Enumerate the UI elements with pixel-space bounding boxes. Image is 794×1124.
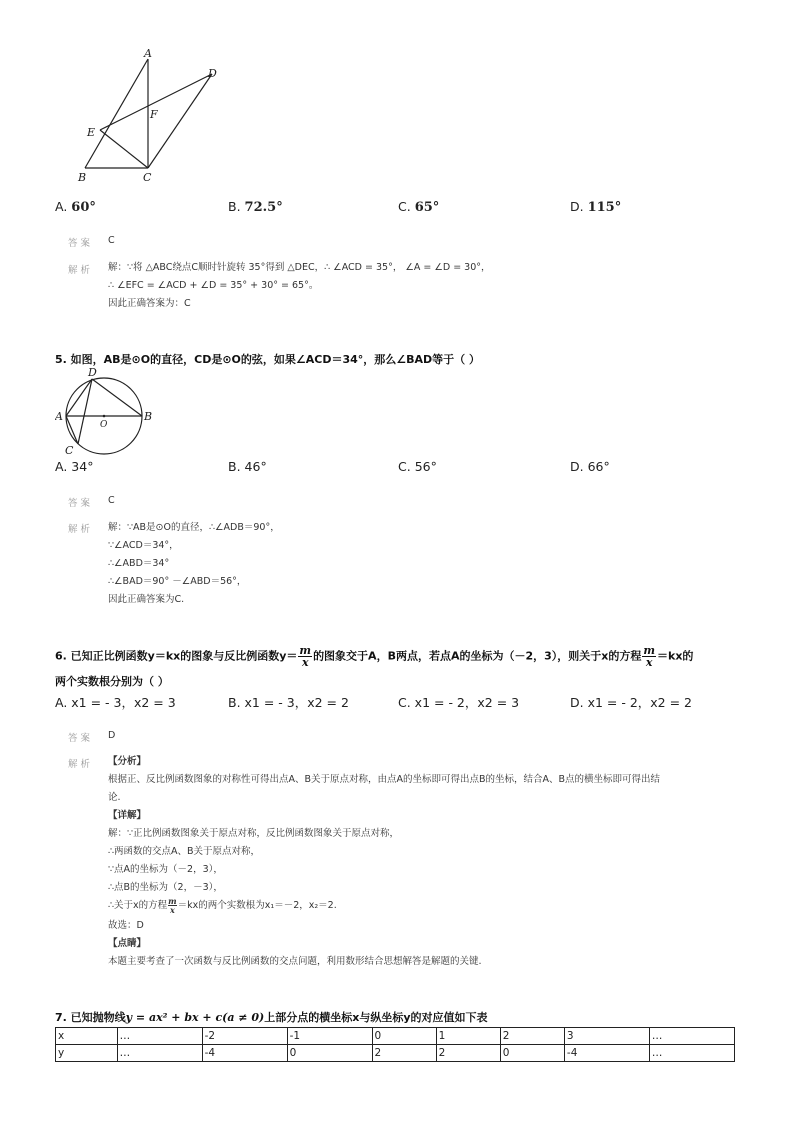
q4-answer-label: 答案	[68, 238, 94, 249]
q5-analysis-label: 解析	[68, 524, 94, 535]
q5-answer-label: 答案	[68, 498, 94, 509]
q4-option-b[interactable]: B. 72.5°	[228, 199, 283, 215]
q5-option-a[interactable]: A. 34°	[55, 459, 94, 474]
label-d: D	[88, 366, 97, 379]
q7-formula: y = ax² + bx + c(a ≠ 0)	[125, 1011, 265, 1024]
q6-analysis-line-1: 根据正、反比例函数图象的对称性可得出点A、B关于原点对称，由点A的坐标即可得出点B的坐标，结合A、B点的横坐标即可得出结	[108, 774, 661, 785]
fraction-m-over-x: $\frac{m}{x}$	[299, 644, 312, 669]
table-cell: 0	[287, 1045, 372, 1062]
q6-option-c[interactable]: C. x1 = - 2，x2 = 3	[398, 695, 520, 710]
q6-question-line-2: 两个实数根分别为（ ）	[55, 675, 169, 688]
table-cell: 2	[436, 1045, 500, 1062]
q4-solution-line-1: 解：∵将 △ABC绕点C顺时针旋转 35°得到 △DEC，∴ ∠ACD = 35°， ∠A = ∠D = 30°，	[108, 262, 491, 273]
q6-option-a[interactable]: A. x1 = - 3，x2 = 3	[55, 695, 176, 710]
q4-solution-line-3: 因此正确答案为：C	[108, 298, 191, 309]
q6-answer-label: 答案	[68, 733, 94, 744]
q6-detail-line-1: 解：∵正比例函数图象关于原点对称，反比例函数图象关于原点对称，	[108, 828, 400, 839]
table-cell: -4	[202, 1045, 287, 1062]
q6-detail-roots-line: ∴关于x的方程 $\frac{m}{x}$ ＝kx的两个实数根为x₁＝－2，x₂＝2.	[108, 896, 337, 915]
q6-option-b[interactable]: B. x1 = - 3，x2 = 2	[228, 695, 349, 710]
label-b: B	[144, 410, 153, 423]
line-ec	[100, 130, 148, 168]
q6-analysis-line-2: 论.	[108, 792, 121, 803]
q4-analysis-label: 解析	[68, 265, 94, 276]
q5-circle-figure	[55, 365, 155, 457]
q5-solution-line-4: ∴∠BAD＝90° －∠ABD＝56°，	[108, 576, 247, 587]
table-cell: 0	[372, 1028, 436, 1045]
q4-geometry-figure	[70, 42, 240, 187]
q6-detail-line-4: ∴点B的坐标为（2，－3），	[108, 882, 223, 893]
table-cell: -4	[564, 1045, 649, 1062]
q4-option-c[interactable]: C. 65°	[398, 199, 440, 215]
q7-value-table	[55, 1027, 735, 1062]
label-e: E	[87, 126, 96, 139]
q5-solution-line-1: 解：∵AB是⊙O的直径，∴∠ADB＝90°，	[108, 522, 280, 533]
table-cell: -1	[287, 1028, 372, 1045]
q5-question-text: 5. 如图，AB是⊙O的直径，CD是⊙O的弦，如果∠ACD＝34°，那么∠BAD等于（ ）	[55, 353, 481, 366]
q5-answer-value: C	[108, 495, 115, 506]
table-cell: y	[56, 1045, 118, 1062]
label-c: C	[143, 171, 152, 184]
q6-question-line-1: 6. 已知正比例函数y＝kx的图象与反比例函数y＝ $\frac{m}{x}$ 的图象交于A，B两点，若点A的坐标为（－2，3），则关于x的方程 $\frac{m}{x}$ ＝kx的	[55, 644, 694, 669]
label-d: D	[208, 67, 217, 80]
table-cell: 2	[500, 1028, 564, 1045]
table-cell: …	[649, 1028, 734, 1045]
q6-option-d[interactable]: D. x1 = - 2，x2 = 2	[570, 695, 693, 710]
q4-answer-value: C	[108, 235, 115, 246]
table-cell: …	[117, 1045, 202, 1062]
q5-option-b[interactable]: B. 46°	[228, 459, 267, 474]
label-b: B	[78, 171, 87, 184]
line-ed	[100, 74, 212, 130]
table-cell: 1	[436, 1028, 500, 1045]
label-f: F	[150, 108, 158, 121]
line-dc	[148, 74, 212, 168]
q6-comment-line: 本题主要考查了一次函数与反比例函数的交点问题，利用数形结合思想解答是解题的关键.	[108, 956, 482, 967]
chord-db	[92, 379, 142, 416]
table-row-x	[56, 1028, 735, 1045]
q4-solution-line-2: ∴ ∠EFC = ∠ACD + ∠D = 35° + 30° = 65°。	[108, 280, 319, 291]
q6-answer-value: D	[108, 730, 116, 741]
q6-choice-line: 故选：D	[108, 920, 144, 931]
q5-solution-line-5: 因此正确答案为C.	[108, 594, 185, 605]
fraction-m-over-x-small: $\frac{m}{x}$	[168, 896, 177, 915]
chord-ac	[66, 416, 78, 444]
table-row-y	[56, 1045, 735, 1062]
table-cell: -2	[202, 1028, 287, 1045]
label-a: A	[144, 47, 152, 60]
q5-solution-line-3: ∴∠ABD＝34°	[108, 558, 170, 569]
line-ab	[85, 59, 148, 168]
fraction-m-over-x: $\frac{m}{x}$	[643, 644, 656, 669]
q7-question-text: 7. 已知抛物线y = ax² + bx + c(a ≠ 0)上部分点的横坐标x与纵坐标y的对应值如下表	[55, 1011, 488, 1024]
q6-analysis-label: 解析	[68, 759, 94, 770]
label-o: O	[100, 420, 108, 430]
q4-option-a[interactable]: A. 60°	[55, 199, 96, 215]
table-cell: …	[117, 1028, 202, 1045]
q5-solution-line-2: ∵∠ACD＝34°，	[108, 540, 179, 551]
q5-option-c[interactable]: C. 56°	[398, 459, 437, 474]
q5-option-d[interactable]: D. 66°	[570, 459, 610, 474]
table-cell: x	[56, 1028, 118, 1045]
q6-analysis-heading: 【分析】	[108, 756, 147, 767]
q6-comment-heading: 【点睛】	[108, 938, 147, 949]
table-cell: 2	[372, 1045, 436, 1062]
table-cell: …	[649, 1045, 734, 1062]
label-a: A	[55, 410, 63, 423]
q6-detail-heading: 【详解】	[108, 810, 147, 821]
table-cell: 0	[500, 1045, 564, 1062]
center-point	[103, 415, 106, 418]
q6-detail-line-2: ∴两函数的交点A、B关于原点对称，	[108, 846, 261, 857]
q6-detail-line-3: ∵点A的坐标为（－2，3），	[108, 864, 223, 875]
label-c: C	[65, 444, 74, 457]
q4-option-d[interactable]: D. 115°	[570, 199, 622, 215]
table-cell: 3	[564, 1028, 649, 1045]
